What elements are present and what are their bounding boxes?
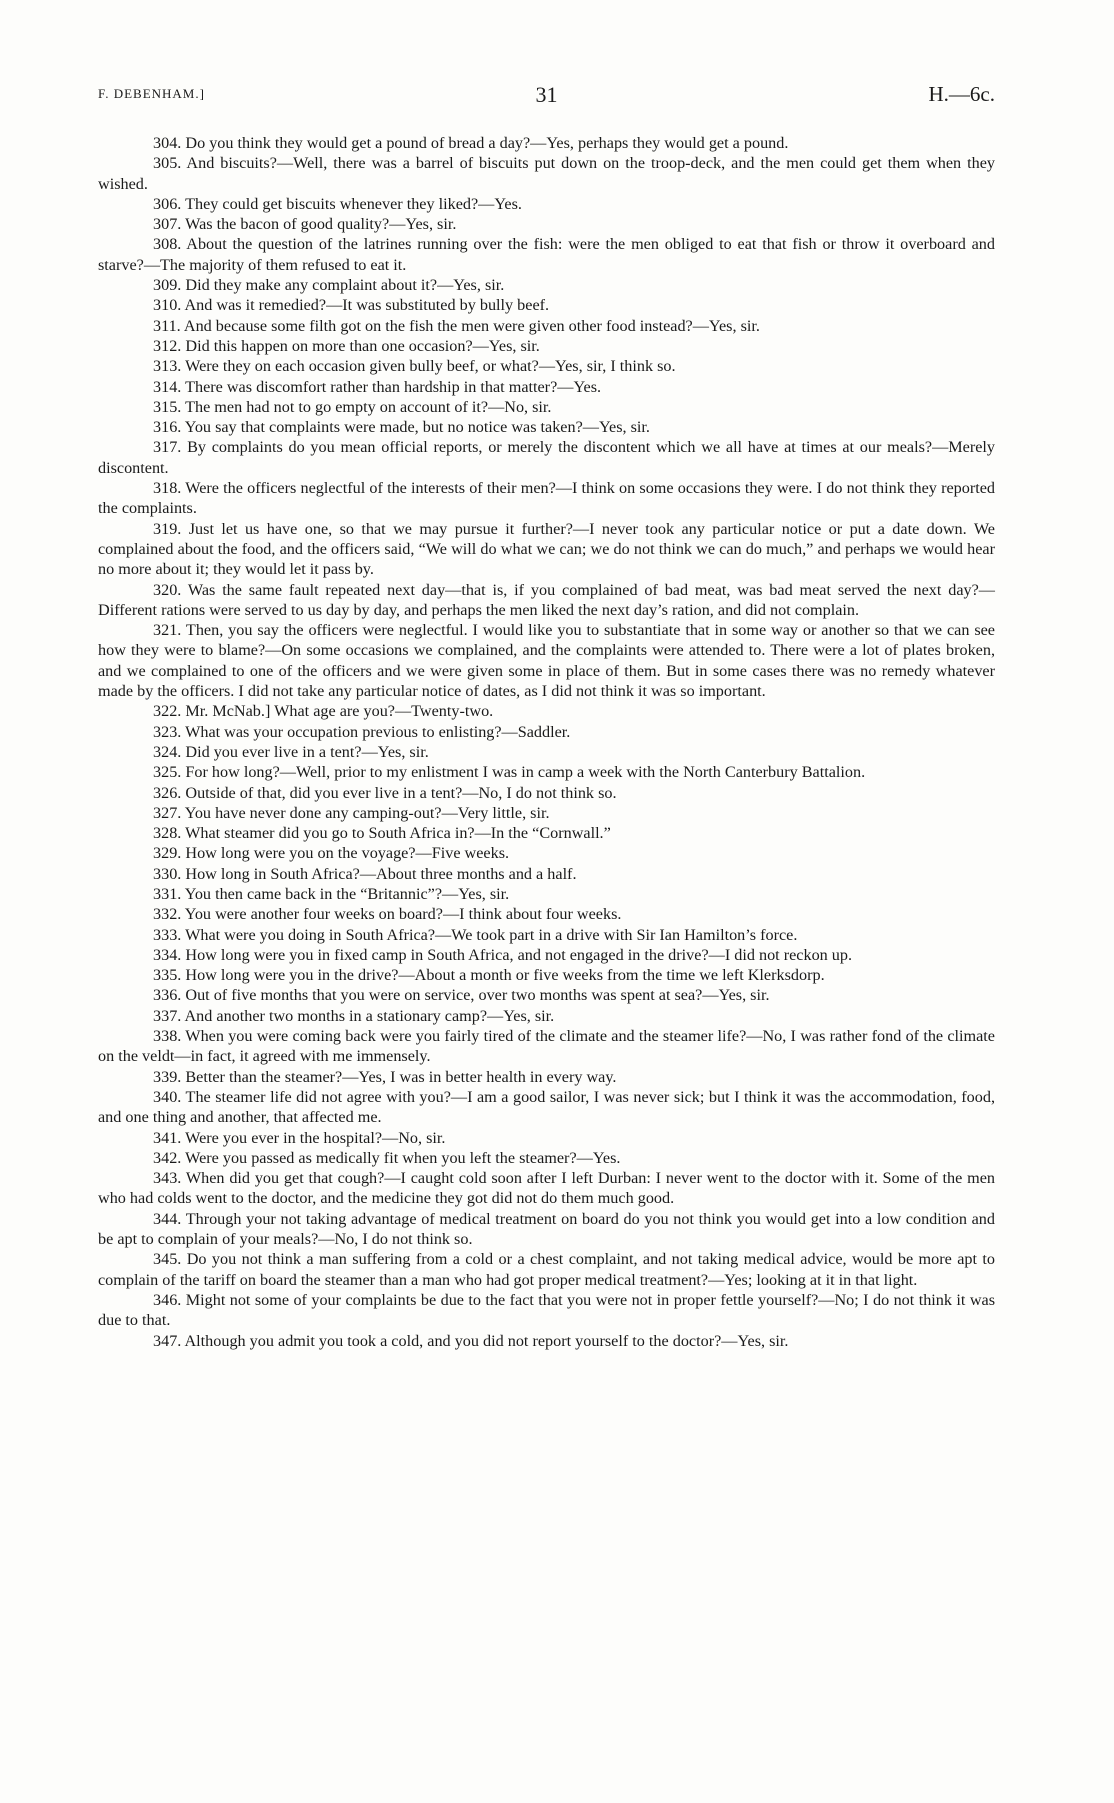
- question-324: 324. Did you ever live in a tent?—Yes, sir.: [153, 742, 429, 761]
- question-346: 346. Might not some of your complaints be due to the fact that you were not in proper fettle yourself?—No; I do not think it was due to that.: [98, 1290, 995, 1330]
- question-313: 313. Were they on each occasion given bully beef, or what?—Yes, sir, I think so.: [153, 357, 676, 376]
- question-315: 315. The men had not to go empty on account of it?—No, sir.: [153, 397, 552, 416]
- question-307: 307. Was the bacon of good quality?—Yes, sir.: [153, 215, 457, 234]
- question-339: 339. Better than the steamer?—Yes, I was in better health in every way.: [153, 1067, 617, 1086]
- question-327: 327. You have never done any camping-out?—Very little, sir.: [153, 803, 550, 822]
- question-341: 341. Were you ever in the hospital?—No, sir.: [153, 1128, 446, 1147]
- question-304: 304. Do you think they would get a pound of bread a day?—Yes, perhaps they would get a pound.: [153, 134, 789, 152]
- question-317: 317. By complaints do you mean official reports, or merely the discontent which we all have at times at our meals?—Merely discontent.: [98, 438, 995, 477]
- question-314: 314. There was discomfort rather than hardship in that matter?—Yes.: [153, 377, 602, 396]
- question-316: 316. You say that complaints were made, but no notice was taken?—Yes, sir.: [153, 418, 650, 437]
- question-331: 331. You then came back in the “Britannic”?—Yes, sir.: [153, 884, 510, 903]
- question-338: 338. When you were coming back were you fairly tired of the climate and the steamer life?—No, I was rather fond of the climate on the veldt—in fact, it agreed with me immensely.: [98, 1027, 995, 1066]
- question-318: 318. Were the officers neglectful of the interests of their men?—I think on some occasions they were. I do not think they reported the complaints.: [98, 479, 995, 518]
- question-305: 305. And biscuits?—Well, there was a barrel of biscuits put down on the troop-deck, and the men could get them when they wished.: [98, 154, 995, 193]
- question-336: 336. Out of five months that you were on service, over two months was spent at sea?—Yes, sir.: [153, 986, 770, 1005]
- question-319: 319. Just let us have one, so that we may pursue it further?—I never took any particular notice or put a date down. We complained about the food, and the officers said, “We will do what we can; we do not think we can do much,” and perhaps we would hear no more about it; they would let it pass by.: [98, 519, 995, 579]
- question-343: 343. When did you get that cough?—I caught cold soon after I left Durban: I never went to the doctor with it. Some of the men who had colds went to the doctor, and the medicine they got did not do them much good.: [98, 1169, 995, 1208]
- question-342: 342. Were you passed as medically fit when you left the steamer?—Yes.: [153, 1148, 621, 1167]
- question-347: 347. Although you admit you took a cold, and you did not report yourself to the doctor?—Yes, sir.: [153, 1331, 789, 1350]
- question-328: 328. What steamer did you go to South Africa in?—In the “Cornwall.”: [153, 824, 611, 843]
- question-330: 330. How long in South Africa?—About three months and a half.: [153, 864, 577, 883]
- document-reference: H.—6c.: [928, 82, 995, 106]
- question-326: 326. Outside of that, did you ever live in a tent?—No, I do not think so.: [153, 783, 617, 802]
- question-311: 311. And because some filth got on the fish the men were given other food instead?—Yes, sir.: [153, 316, 760, 335]
- question-310: 310. And was it remedied?—It was substituted by bully beef.: [153, 296, 550, 315]
- question-333: 333. What were you doing in South Africa?—We took part in a drive with Sir Ian Hamilton’s force.: [153, 925, 798, 944]
- question-312: 312. Did this happen on more than one occasion?—Yes, sir.: [153, 336, 540, 355]
- question-340: 340. The steamer life did not agree with you?—I am a good sailor, I was never sick; but I think it was the accommodation, food, and one thing and another, that affected me.: [98, 1087, 995, 1127]
- question-335: 335. How long were you in the drive?—About a month or five weeks from the time we left Klerksdorp.: [153, 966, 825, 985]
- question-325: 325. For how long?—Well, prior to my enlistment I was in camp a week with the North Canterbury Battalion.: [153, 763, 866, 782]
- question-323: 323. What was your occupation previous to enlisting?—Saddler.: [153, 722, 571, 741]
- question-308: 308. About the question of the latrines running over the fish: were the men obliged to eat that fish or throw it overboard and starve?—The majority of them refused to eat it.: [98, 235, 995, 274]
- question-337: 337. And another two months in a stationary camp?—Yes, sir.: [153, 1006, 555, 1025]
- question-332: 332. You were another four weeks on board?—I think about four weeks.: [153, 905, 622, 924]
- question-309: 309. Did they make any complaint about it?—Yes, sir.: [153, 276, 505, 295]
- page-number: 31: [535, 82, 558, 107]
- witness-name: F. DEBENHAM.]: [98, 86, 205, 101]
- question-345: 345. Do you not think a man suffering from a cold or a chest complaint, and not taking medical advice, would be more apt to complain of the tariff on board the steamer than a man who had got proper medical treatment?—Yes; looking at it in that light.: [98, 1250, 995, 1289]
- question-322: 322. Mr. McNab.] What age are you?—Twenty-two.: [153, 702, 494, 721]
- testimony-body: [98, 133, 995, 1351]
- page-header: [98, 82, 995, 112]
- question-344: 344. Through your not taking advantage of medical treatment on board do you not think you would get into a low condition and be apt to complain of your meals?—No, I do not think so.: [98, 1209, 995, 1249]
- question-321: 321. Then, you say the officers were neglectful. I would like you to substantiate that in some way or another so that we can see how they were to blame?—On some occasions we complained, and the complaints were attended to. There were a lot of plates broken, and we complained to one of the officers and we were given some in place of them. But in some cases there was no remedy whatever made by the officers. I did not take any particular notice of dates, as I did not think it was so important.: [98, 621, 995, 701]
- question-306: 306. They could get biscuits whenever they liked?—Yes.: [153, 194, 522, 213]
- question-329: 329. How long were you on the voyage?—Five weeks.: [153, 844, 510, 863]
- question-334: 334. How long were you in fixed camp in South Africa, and not engaged in the drive?—I did not reckon up.: [153, 945, 853, 964]
- question-320: 320. Was the same fault repeated next day—that is, if you complained of bad meat, was bad meat served the next day?—Different rations were served to us day by day, and perhaps the men liked the next day’s ration, and did not complain.: [98, 580, 995, 619]
